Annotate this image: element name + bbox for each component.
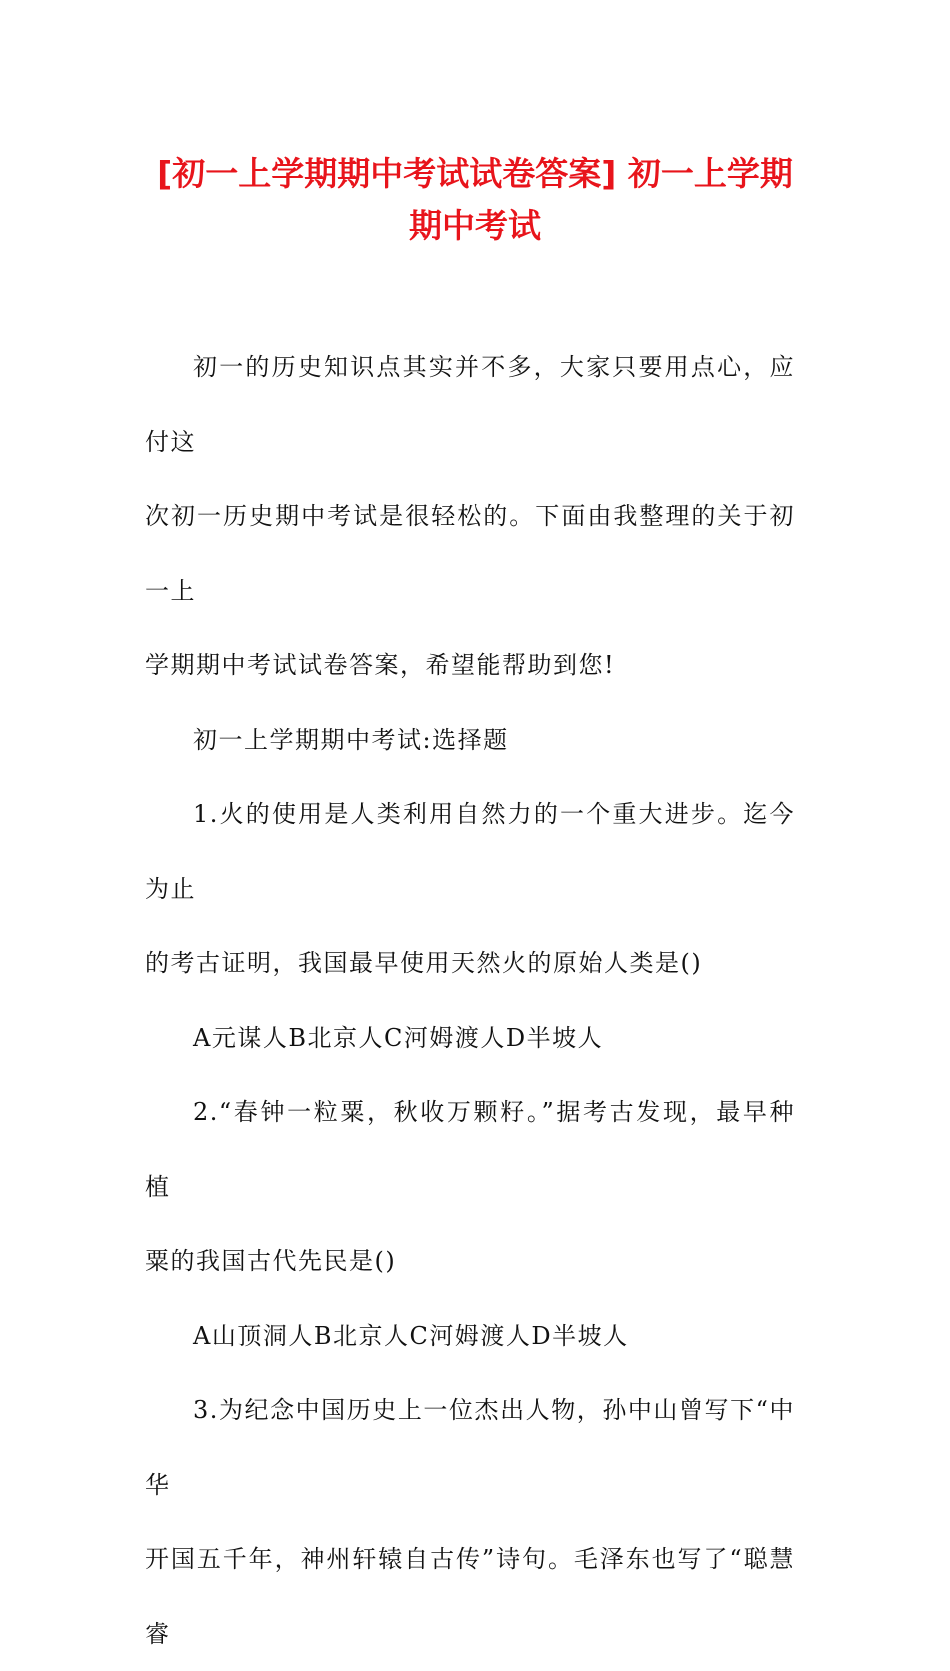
question-1-options: A元谋人B北京人C河姆渡人D半坡人 xyxy=(193,1023,604,1052)
intro-line-1: 初一的历史知识点其实并不多，大家只要用点心，应付这 xyxy=(145,353,795,456)
document-body xyxy=(145,330,795,1671)
question-2-line-2: 粟的我国古代先民是() xyxy=(145,1247,397,1275)
section-heading: 初一上学期期中考试:选择题 xyxy=(193,725,509,754)
intro-line-2: 次初一历史期中考试是很轻松的。下面由我整理的关于初一上 xyxy=(145,502,795,605)
question-2-options: A山顶洞人B北京人C河姆渡人D半坡人 xyxy=(193,1321,629,1350)
question-3-line-2: 开国五千年，神州轩辕自古传”诗句。毛泽东也写了“聪慧睿 xyxy=(145,1545,795,1648)
intro-line-3: 学期期中考试试卷答案，希望能帮助到您! xyxy=(145,651,616,679)
document-title xyxy=(100,148,850,252)
title-line-2: 期中考试 xyxy=(409,206,541,245)
question-2-line-1: 2.“春钟一粒粟，秋收万颗籽。”据考古发现，最早种植 xyxy=(145,1098,795,1201)
title-line-1: [初一上学期期中考试试卷答案] 初一上学期 xyxy=(157,154,793,193)
question-1-line-2: 的考古证明，我国最早使用天然火的原始人类是() xyxy=(145,949,703,977)
question-1-line-1: 1.火的使用是人类利用自然力的一个重大进步。迄今为止 xyxy=(145,800,795,903)
question-3-line-1: 3.为纪念中国历史上一位杰出人物，孙中山曾写下“中华 xyxy=(145,1396,795,1499)
